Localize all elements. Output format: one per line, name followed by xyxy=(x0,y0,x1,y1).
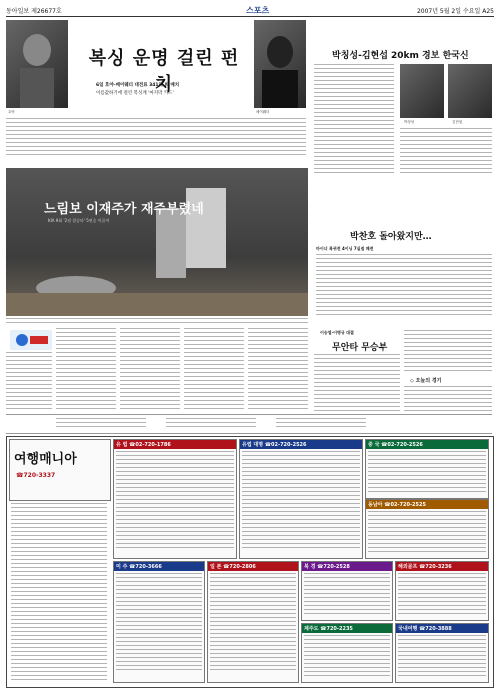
photo-overlay-headline: 느림보 이재주가 재주부렸네 xyxy=(44,202,204,217)
scoreboards xyxy=(6,414,492,434)
ad-block-body xyxy=(368,451,486,493)
right-story-body-2 xyxy=(400,128,492,174)
ad-block-body xyxy=(116,573,202,673)
ad-block[interactable] xyxy=(395,623,489,683)
lower-body-col4 xyxy=(184,328,244,412)
ad-block[interactable] xyxy=(365,439,489,499)
ad-block-body xyxy=(116,451,234,551)
comeback-subhead: 마이너 복귀전 4이닝 7실점 패전 xyxy=(316,246,374,251)
ad-section xyxy=(6,436,494,688)
issue-date: 2007년 5월 2일 수요일 A25 xyxy=(416,8,494,15)
comeback-headline: 박찬호 돌아왔지만… xyxy=(350,232,432,242)
ad-block[interactable] xyxy=(301,623,393,683)
ad-grid xyxy=(113,439,489,683)
ad-block[interactable] xyxy=(395,561,489,621)
ad-block-body xyxy=(242,451,360,551)
logo-icon xyxy=(10,330,52,350)
ad-block-title: 북 경 ☎720-2528 xyxy=(302,562,392,571)
right-headline: 박칭성-김현섭 20km 경보 한국신 xyxy=(332,51,469,61)
ad-block-body xyxy=(368,511,486,553)
top-subhead-2: 이름값하기에 걸린 복싱계 '마지막 카드' xyxy=(96,91,174,96)
boxer-silhouette-icon xyxy=(6,20,68,108)
scoreboard-1 xyxy=(56,418,146,430)
golf-headline: 무안타 무승부 xyxy=(332,343,388,353)
ad-block-body xyxy=(398,573,486,615)
comeback-body xyxy=(316,254,492,318)
ad-block-title: 일 본 ☎720-2806 xyxy=(208,562,298,571)
ad-block-body xyxy=(304,573,390,615)
travel-ad-listings xyxy=(11,503,107,681)
boxer-left-photo xyxy=(6,20,68,108)
boxer-silhouette-icon xyxy=(254,20,306,108)
ad-block-title: 유럽 대명 ☎02-720-2526 xyxy=(240,440,362,449)
ad-block[interactable] xyxy=(239,439,363,559)
ad-block-body xyxy=(398,635,486,677)
athlete-photo-1 xyxy=(400,64,444,118)
travel-phone: ☎720-3337 xyxy=(16,472,56,479)
ad-block-title: 미 주 ☎720-3666 xyxy=(114,562,204,571)
ad-block-title: 제주도 ☎720-2235 xyxy=(302,624,392,633)
ad-block-title: 유 럽 ☎02-720-1786 xyxy=(114,440,236,449)
boxer-right-photo xyxy=(254,20,306,108)
top-headline: 복싱 운명 걸린 펀치 xyxy=(88,48,240,95)
ad-block-body xyxy=(210,573,296,673)
scoreboard-2 xyxy=(166,418,256,430)
lower-body-col2 xyxy=(56,328,116,412)
ad-block-title: 동남아 ☎02-720-2525 xyxy=(366,500,488,509)
boxer-left-caption: 호야 xyxy=(8,110,15,114)
masthead: 동아일보 제26677호 xyxy=(6,8,62,15)
lower-body-col1 xyxy=(6,352,52,412)
right-body-col xyxy=(404,330,492,374)
top-story-body xyxy=(6,118,306,158)
ad-block[interactable] xyxy=(301,561,393,621)
lower-body-col3 xyxy=(120,328,180,412)
golf-body xyxy=(314,354,400,412)
travel-logo: 여행매니아 xyxy=(14,452,77,467)
right-story-body-1 xyxy=(314,64,394,174)
page-header xyxy=(6,4,494,17)
baseball-scene-icon xyxy=(6,168,308,316)
section-title: 스포츠 xyxy=(246,6,270,15)
ad-block-title: 해외골프 ☎720-3236 xyxy=(396,562,488,571)
today-games-title: ◇ 오늘의 경기 xyxy=(410,378,442,384)
sports-logo xyxy=(10,330,52,350)
ad-block-title: 국내여행 ☎720-3888 xyxy=(396,624,488,633)
photo-caption xyxy=(6,318,308,326)
today-games-list xyxy=(404,386,492,412)
ad-block[interactable] xyxy=(365,499,489,559)
top-subhead-1: 6일 호야-메이웨더 대전료 341억 빅 매치 xyxy=(96,83,180,88)
athlete-photo-2 xyxy=(448,64,492,118)
ad-block[interactable] xyxy=(113,561,205,683)
golf-kicker: 이승엽·이병규 대결 xyxy=(320,330,354,335)
travel-ad-main[interactable] xyxy=(9,439,111,501)
photo-overlay-sub: KIA 9회 '2점 결승타' 5연승 이끌어 xyxy=(48,218,110,223)
ad-block-body xyxy=(304,635,390,677)
baseball-photo xyxy=(6,168,308,316)
athlete-caption-2: 김현섭 xyxy=(452,120,463,124)
scoreboard-3 xyxy=(276,418,366,430)
ad-block[interactable] xyxy=(207,561,299,683)
ad-block[interactable] xyxy=(113,439,237,559)
ad-block-title: 중 국 ☎02-720-2526 xyxy=(366,440,488,449)
athlete-caption-1: 박칭성 xyxy=(404,120,415,124)
lower-body-col5 xyxy=(248,328,308,412)
boxer-right-caption: 메이웨더 xyxy=(256,110,270,114)
